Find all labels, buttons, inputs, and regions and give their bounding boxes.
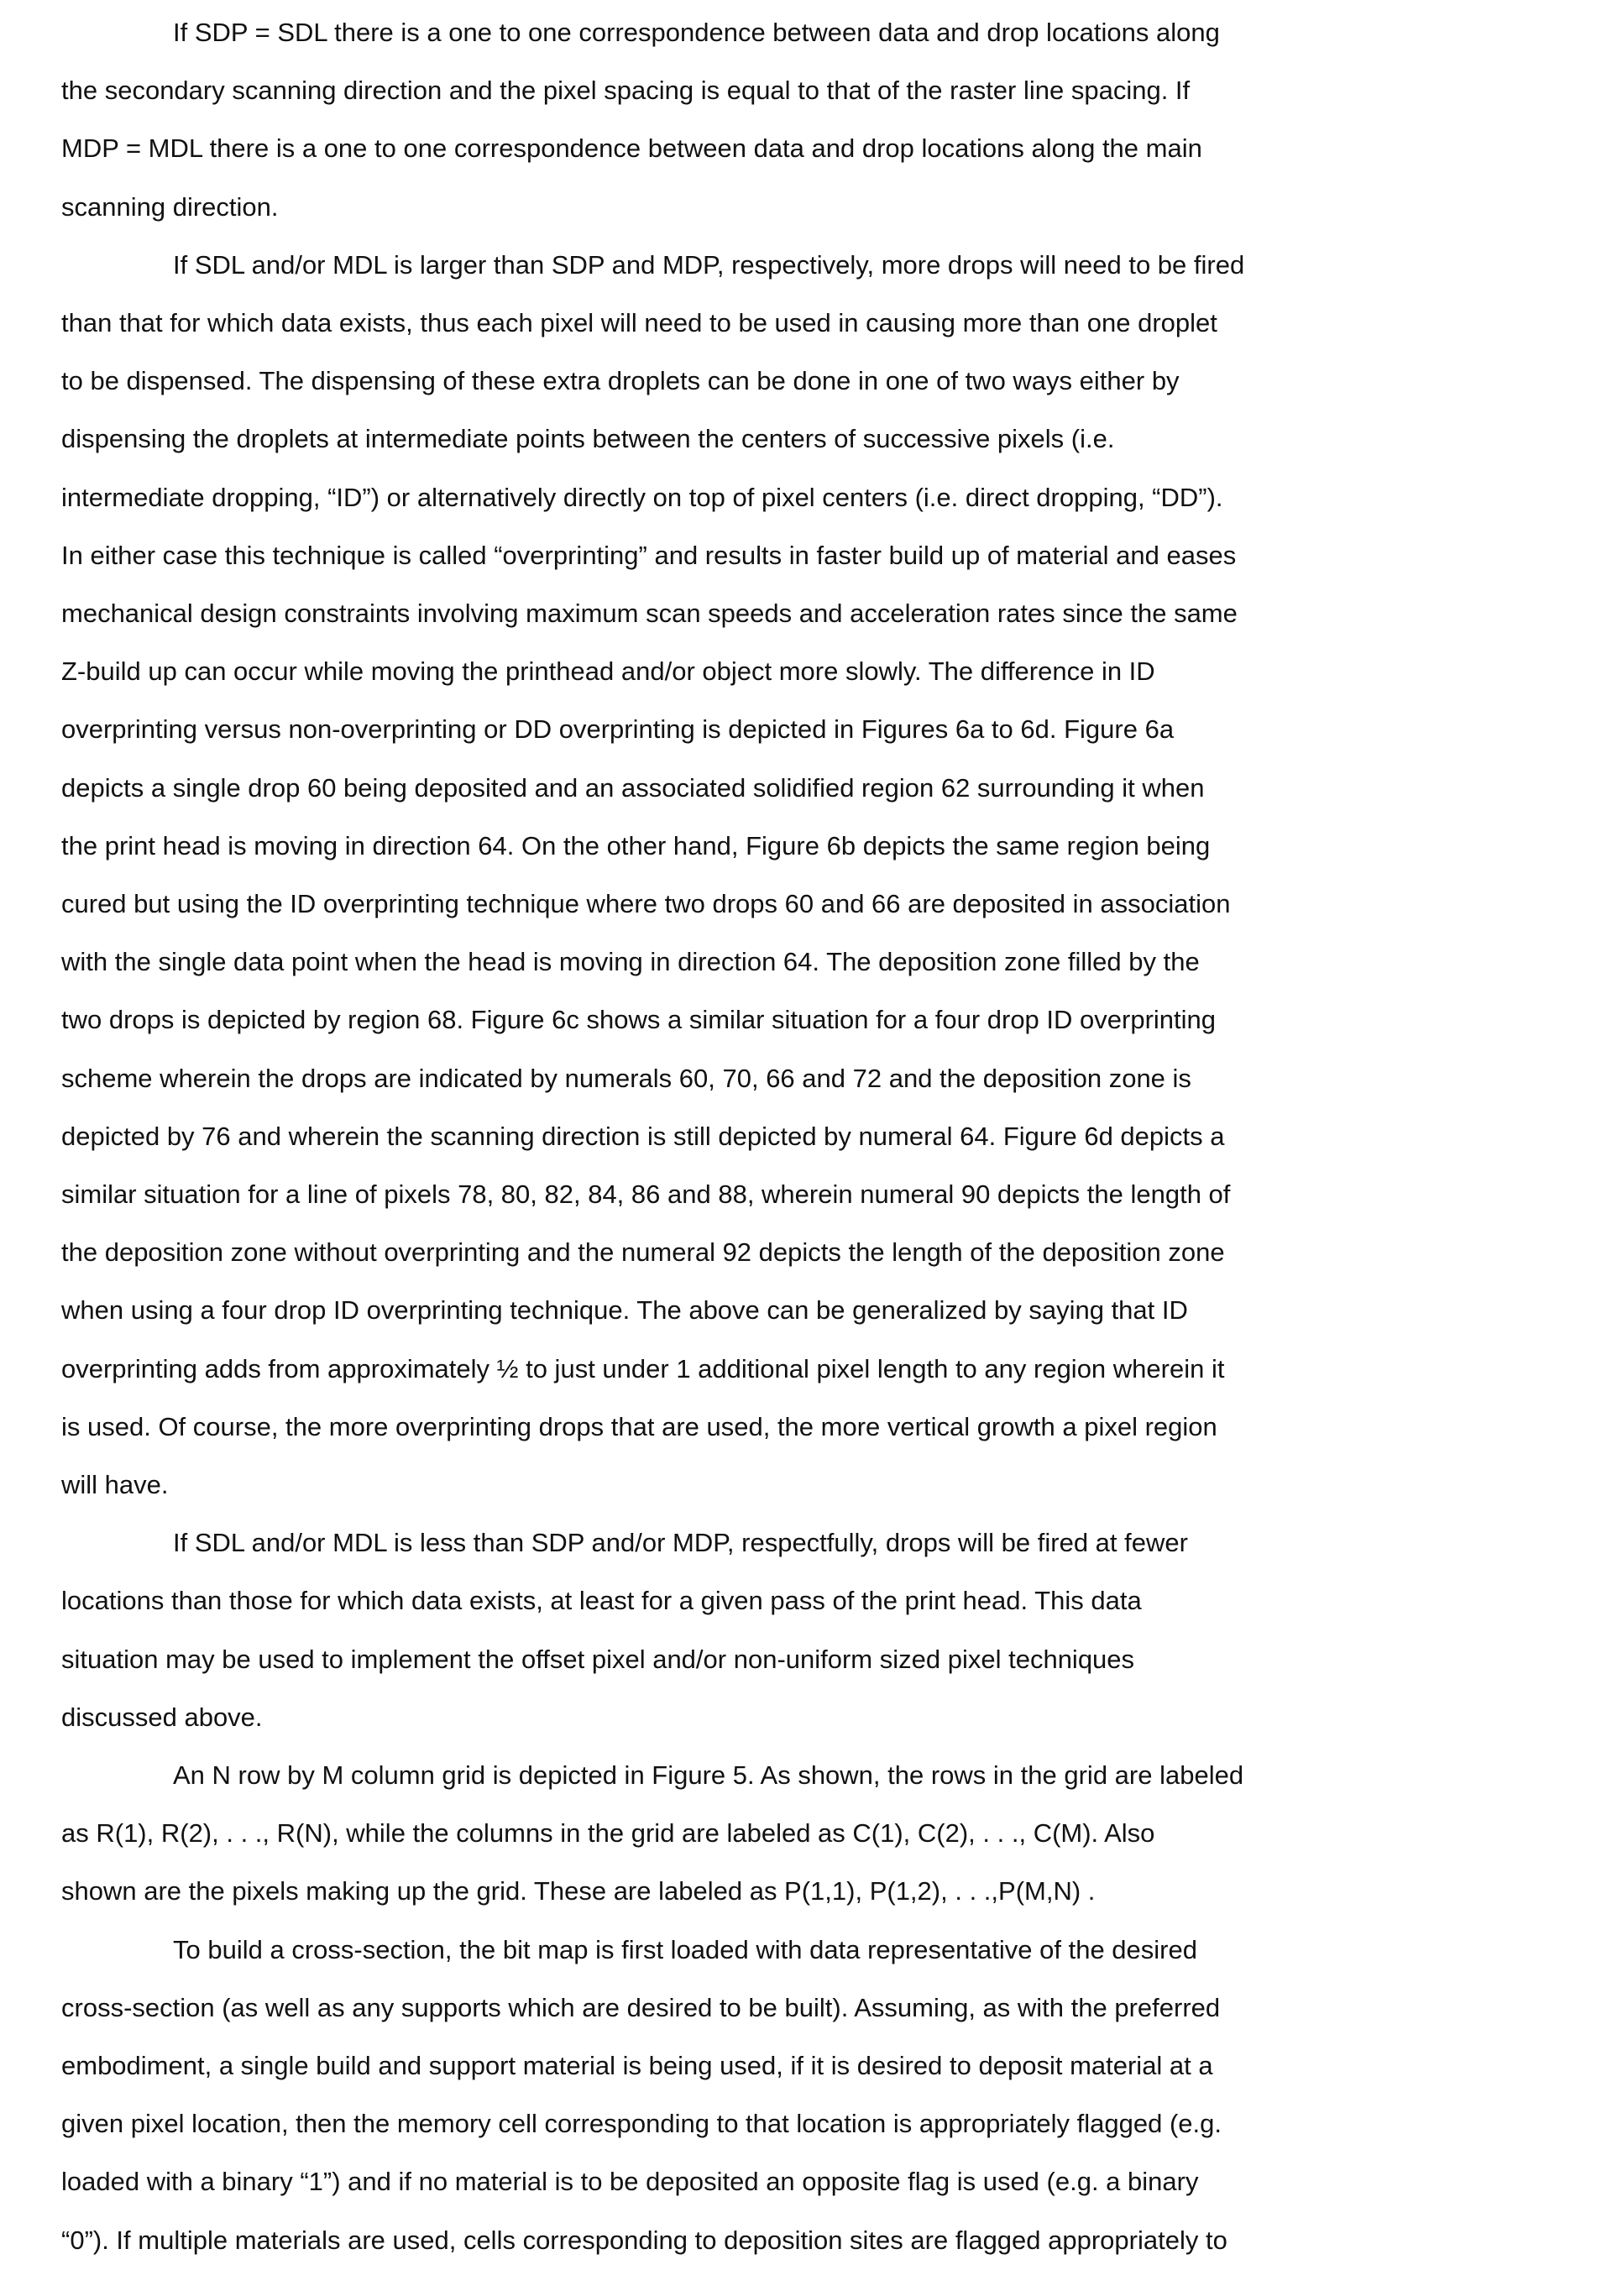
text-line: given pixel location, then the memory cell corresponding to that location is appropriately flagged (e.g. xyxy=(61,2095,1222,2152)
text-line: cross-section (as well as any supports which are desired to be built). Assuming, as with the preferred xyxy=(61,1979,1220,2037)
text-line: cured but using the ID overprinting technique where two drops 60 and 66 are deposited in association xyxy=(61,875,1230,933)
document-page xyxy=(0,0,1612,2296)
text-line: An N row by M column grid is depicted in Figure 5. As shown, the rows in the grid are labeled xyxy=(173,1746,1243,1804)
text-line: depicts a single drop 60 being deposited and an associated solidified region 62 surrounding it when xyxy=(61,759,1205,817)
text-line: dispensing the droplets at intermediate points between the centers of successive pixels (i.e. xyxy=(61,410,1114,468)
text-line: If SDL and/or MDL is less than SDP and/or MDP, respectfully, drops will be fired at fewer xyxy=(173,1514,1188,1572)
text-line: “0”). If multiple materials are used, cells corresponding to deposition sites are flagged appropriately to xyxy=(61,2211,1227,2269)
text-line: as R(1), R(2), . . ., R(N), while the columns in the grid are labeled as C(1), C(2), . . ., C(M). Also xyxy=(61,1804,1154,1862)
text-line: the deposition zone without overprinting and the numeral 92 depicts the length of the deposition zone xyxy=(61,1223,1225,1281)
text-line: will have. xyxy=(61,1456,169,1514)
text-line: embodiment, a single build and support material is being used, if it is desired to deposit material at a xyxy=(61,2037,1213,2095)
text-line: two drops is depicted by region 68. Figure 6c shows a similar situation for a four drop ID overprinting xyxy=(61,991,1216,1049)
text-line: shown are the pixels making up the grid. These are labeled as P(1,1), P(1,2), . . .,P(M,N) . xyxy=(61,1862,1095,1920)
text-line: MDP = MDL there is a one to one correspondence between data and drop locations along the main xyxy=(61,119,1202,177)
text-line: the secondary scanning direction and the pixel spacing is equal to that of the raster line spacing. If xyxy=(61,61,1190,119)
text-line: overprinting adds from approximately ½ to just under 1 additional pixel length to any region wherein it xyxy=(61,1340,1224,1398)
text-line: overprinting versus non-overprinting or DD overprinting is depicted in Figures 6a to 6d. Figure 6a xyxy=(61,700,1174,758)
text-line: depicted by 76 and wherein the scanning direction is still depicted by numeral 64. Figure 6d depicts a xyxy=(61,1107,1225,1165)
text-line: scheme wherein the drops are indicated by numerals 60, 70, 66 and 72 and the deposition zone is xyxy=(61,1049,1191,1107)
text-line: If SDL and/or MDL is larger than SDP and MDP, respectively, more drops will need to be fired xyxy=(173,236,1244,294)
text-line: To build a cross-section, the bit map is first loaded with data representative of the desired xyxy=(173,1921,1197,1979)
text-line: with the single data point when the head is moving in direction 64. The deposition zone filled by the xyxy=(61,933,1200,991)
text-line: discussed above. xyxy=(61,1688,263,1746)
text-line: similar situation for a line of pixels 78, 80, 82, 84, 86 and 88, wherein numeral 90 depicts the length of xyxy=(61,1165,1230,1223)
text-line: scanning direction. xyxy=(61,178,279,236)
text-line: to be dispensed. The dispensing of these extra droplets can be done in one of two ways either by xyxy=(61,352,1180,410)
text-line: locations than those for which data exists, at least for a given pass of the print head. This data xyxy=(61,1572,1142,1629)
text-line: Z-build up can occur while moving the printhead and/or object more slowly. The difference in ID xyxy=(61,642,1155,700)
text-line: mechanical design constraints involving maximum scan speeds and acceleration rates since the same xyxy=(61,584,1238,642)
text-line: when using a four drop ID overprinting technique. The above can be generalized by saying that ID xyxy=(61,1281,1188,1339)
text-line: than that for which data exists, thus each pixel will need to be used in causing more than one droplet xyxy=(61,294,1217,352)
text-line: In either case this technique is called “overprinting” and results in faster build up of material and eases xyxy=(61,526,1236,584)
text-line: the print head is moving in direction 64. On the other hand, Figure 6b depicts the same region being xyxy=(61,817,1210,875)
text-line: If SDP = SDL there is a one to one correspondence between data and drop locations along xyxy=(173,3,1220,61)
text-line: loaded with a binary “1”) and if no material is to be deposited an opposite flag is used (e.g. a binary xyxy=(61,2152,1198,2210)
text-line: intermediate dropping, “ID”) or alternatively directly on top of pixel centers (i.e. direct dropping, “DD”). xyxy=(61,468,1223,526)
text-line: is used. Of course, the more overprinting drops that are used, the more vertical growth a pixel region xyxy=(61,1398,1217,1456)
text-line: situation may be used to implement the offset pixel and/or non-uniform sized pixel techniques xyxy=(61,1630,1134,1688)
